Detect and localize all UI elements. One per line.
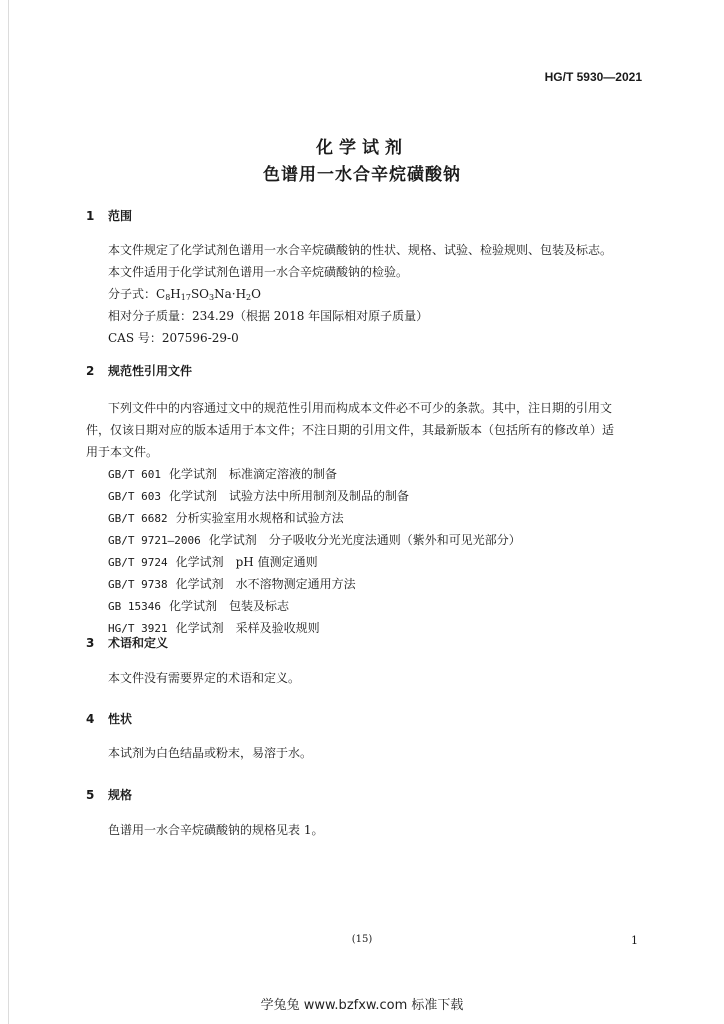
reference-item xyxy=(108,553,318,570)
reference-code: GB/T 9721—2006 xyxy=(108,534,201,547)
reference-code: GB/T 9738 xyxy=(108,578,168,591)
reference-code: GB/T 603 xyxy=(108,490,161,503)
molecular-formula: 分子式：$C_8H_{17}SO_3Na\cdot H_2O$ xyxy=(108,287,261,302)
section-title: 规格 xyxy=(108,788,133,802)
reference-item xyxy=(108,465,337,482)
section-number: 3 xyxy=(86,636,95,650)
reference-title: 化学试剂 pH 值测定通则 xyxy=(175,555,318,569)
section-3-heading xyxy=(86,634,168,651)
normative-paragraph-line-3: 用于本文件。 xyxy=(86,445,159,459)
site-watermark: 学兔兔 www.bzfxw.com 标准下载 xyxy=(260,998,464,1013)
reference-code: GB/T 6682 xyxy=(108,512,168,525)
reference-title: 化学试剂 包装及标志 xyxy=(168,599,289,613)
reference-item xyxy=(108,487,409,504)
section-title: 术语和定义 xyxy=(108,636,169,650)
section-1-heading xyxy=(86,207,132,224)
reference-item xyxy=(108,597,289,614)
page-number: 1 xyxy=(631,934,638,947)
document-title-line2: 色谱用一水合辛烷磺酸钠 xyxy=(263,165,461,185)
reference-title: 化学试剂 试验方法中所用制剂及制品的制备 xyxy=(168,489,409,503)
reference-code: HG/T 3921 xyxy=(108,622,168,635)
section-title: 性状 xyxy=(108,712,133,726)
reference-title: 化学试剂 标准滴定溶液的制备 xyxy=(168,467,337,481)
reference-item xyxy=(108,509,344,526)
section-5-heading xyxy=(86,786,132,803)
section-4-heading xyxy=(86,710,132,727)
reference-code: GB/T 9724 xyxy=(108,556,168,569)
section-title: 规范性引用文件 xyxy=(108,364,193,378)
section-number: 4 xyxy=(86,712,95,726)
reference-title: 化学试剂 水不溶物测定通用方法 xyxy=(175,577,356,591)
section-title: 范围 xyxy=(108,209,133,223)
reference-item xyxy=(108,531,521,548)
formula-label: 分子式： xyxy=(108,287,157,301)
scope-paragraph-1: 本文件规定了化学试剂色谱用一水合辛烷磺酸钠的性状、规格、试验、检验规则、包装及标志。 xyxy=(108,243,613,257)
document-title-line1: 化学试剂 xyxy=(316,138,408,158)
reference-item xyxy=(108,575,356,592)
section-number: 1 xyxy=(86,209,95,223)
scope-paragraph-2: 本文件适用于化学试剂色谱用一水合辛烷磺酸钠的检验。 xyxy=(108,265,409,279)
section-2-heading xyxy=(86,362,192,379)
reference-code: GB 15346 xyxy=(108,600,161,613)
page-number-parenthesized: (15) xyxy=(351,934,373,945)
properties-paragraph: 本试剂为白色结晶或粉末，易溶于水。 xyxy=(108,746,313,760)
normative-paragraph-line-1: 下列文件中的内容通过文中的规范性引用而构成本文件必不可少的条款。其中，注日期的引用文 xyxy=(108,401,613,415)
normative-paragraph-line-2: 件，仅该日期对应的版本适用于本文件；不注日期的引用文件，其最新版本（包括所有的修改单）适 xyxy=(86,423,615,437)
reference-title: 化学试剂 采样及验收规则 xyxy=(175,621,320,635)
reference-code: GB/T 601 xyxy=(108,468,161,481)
specification-paragraph: 色谱用一水合辛烷磺酸钠的规格见表 1。 xyxy=(108,823,324,837)
cas-number: CAS 号：207596-29-0 xyxy=(108,331,239,345)
section-number: 2 xyxy=(86,364,95,378)
section-number: 5 xyxy=(86,788,95,802)
reference-title: 分析实验室用水规格和试验方法 xyxy=(175,511,344,525)
molecular-mass: 相对分子质量：234.29（根据 2018 年国际相对原子质量） xyxy=(108,309,429,323)
terms-paragraph: 本文件没有需要界定的术语和定义。 xyxy=(108,671,301,685)
reference-title: 化学试剂 分子吸收分光光度法通则（紫外和可见光部分） xyxy=(208,533,521,547)
standard-number: HG/T 5930—2021 xyxy=(544,70,642,84)
